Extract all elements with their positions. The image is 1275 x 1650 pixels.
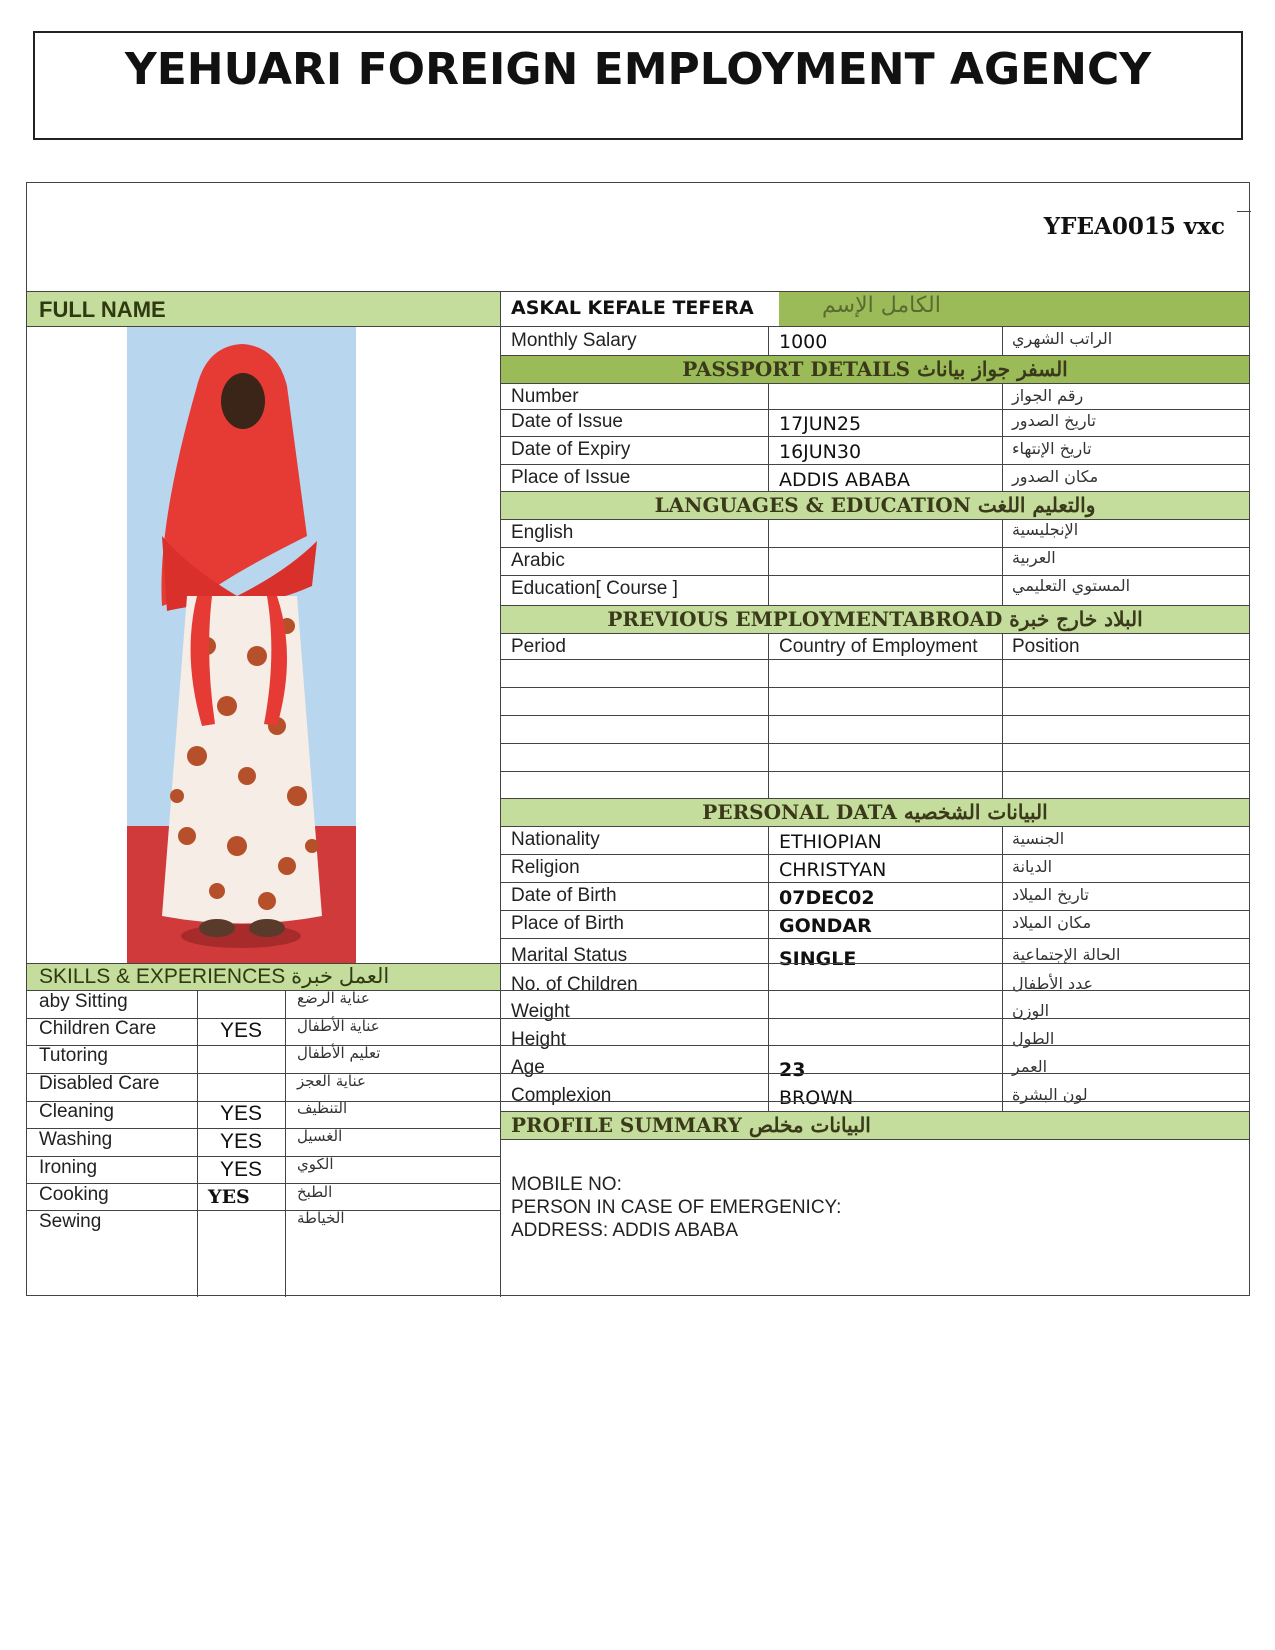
religion-value: CHRISTYAN: [779, 859, 887, 881]
person-photo-illustration: [127, 326, 356, 964]
full-name-label: FULL NAME: [39, 297, 166, 322]
skill-cleaning-arabic: التنظيف: [297, 1099, 348, 1117]
complexion-value: BROWN: [779, 1087, 854, 1109]
skills-heading: SKILLS & EXPERIENCES العمل خبرة: [39, 965, 390, 988]
full-name-value: ASKAL KEFALE TEFERA: [511, 297, 754, 319]
skill-cooking-value: YES: [208, 1186, 250, 1208]
place-of-issue-label: Place of Issue: [511, 467, 631, 488]
age-value: 23: [779, 1059, 806, 1081]
salary-arabic: الراتب الشهري: [1012, 329, 1113, 348]
skill-tutoring: Tutoring: [39, 1045, 108, 1066]
skill-baby-sitting-arabic: عناية الرضع: [297, 989, 370, 1007]
marital-value: SINGLE: [779, 948, 857, 970]
skill-disabled-care: Disabled Care: [39, 1073, 160, 1094]
nationality-value: ETHIOPIAN: [779, 831, 882, 853]
skill-washing-value: YES: [220, 1130, 263, 1153]
weight-label: Weight: [511, 1001, 570, 1022]
application-form: [26, 182, 1250, 1296]
address: ADDRESS: ADDIS ABABA: [511, 1220, 739, 1241]
mobile-no: MOBILE NO:: [511, 1174, 622, 1195]
passport-number-label: Number: [511, 386, 579, 407]
skill-washing-arabic: الغسيل: [297, 1127, 343, 1145]
date-of-issue-label: Date of Issue: [511, 411, 623, 432]
education-label: Education[ Course ]: [511, 578, 678, 599]
marital-label: Marital Status: [511, 945, 628, 966]
skill-sewing-arabic: الخياطة: [297, 1209, 345, 1227]
date-of-issue-arabic: تاريخ الصدور: [1012, 411, 1096, 430]
nationality-label: Nationality: [511, 829, 600, 850]
pob-label: Place of Birth: [511, 913, 624, 934]
children-label: No. of Children: [511, 974, 638, 995]
skill-cleaning-value: YES: [220, 1102, 263, 1125]
arabic-label: Arabic: [511, 550, 565, 571]
position-column: Position: [1012, 636, 1080, 657]
marital-arabic: الحالة الإجتماعية: [1012, 945, 1121, 964]
previous-employment-heading: PREVIOUS EMPLOYMENTABROAD البلاد خارج خبرة: [607, 607, 1143, 631]
salary-value: 1000: [779, 331, 828, 353]
period-column: Period: [511, 636, 566, 657]
skill-ironing-value: YES: [220, 1158, 263, 1181]
profile-summary-heading: PROFILE SUMMARY البيانات مخلص: [511, 1113, 871, 1137]
full-name-arabic: الكامل الإسم: [822, 293, 941, 318]
religion-arabic: الديانة: [1012, 857, 1053, 876]
skill-ironing: Ironing: [39, 1157, 98, 1178]
skill-cleaning: Cleaning: [39, 1101, 114, 1122]
skill-ironing-arabic: الكوي: [297, 1155, 334, 1173]
salary-label: Monthly Salary: [511, 330, 637, 351]
skill-washing: Washing: [39, 1129, 113, 1150]
skill-cooking-arabic: الطبخ: [297, 1183, 333, 1201]
skill-baby-sitting: aby Sitting: [39, 991, 128, 1012]
height-label: Height: [511, 1029, 566, 1050]
dob-value: 07DEC02: [779, 887, 875, 909]
age-arabic: العمر: [1012, 1057, 1048, 1076]
children-arabic: عدد الأطفال: [1012, 974, 1094, 993]
nationality-arabic: الجنسية: [1012, 829, 1065, 848]
personal-data-heading: PERSONAL DATA البيانات الشخصيه: [702, 800, 1048, 824]
complexion-label: Complexion: [511, 1085, 612, 1106]
arabic-arabic: العربية: [1012, 548, 1056, 567]
height-arabic: الطول: [1012, 1029, 1055, 1048]
date-of-issue-value: 17JUN25: [779, 413, 862, 435]
skill-children-care: Children Care: [39, 1018, 157, 1039]
languages-heading: LANGUAGES & EDUCATION والتعليم اللغت: [654, 493, 1096, 517]
complexion-arabic: لون البشرة: [1012, 1085, 1088, 1104]
date-of-expiry-label: Date of Expiry: [511, 439, 631, 460]
skill-cooking: Cooking: [39, 1184, 109, 1205]
pob-arabic: مكان الميلاد: [1012, 913, 1092, 932]
pob-value: GONDAR: [779, 915, 872, 937]
skill-disabled-care-arabic: عناية العجز: [297, 1072, 366, 1090]
skill-tutoring-arabic: تعليم الأطفال: [297, 1044, 381, 1062]
age-label: Age: [511, 1057, 545, 1078]
religion-label: Religion: [511, 857, 580, 878]
weight-arabic: الوزن: [1012, 1001, 1050, 1020]
country-column: Country of Employment: [779, 636, 978, 657]
date-of-expiry-arabic: تاريخ الإنتهاء: [1012, 439, 1092, 458]
place-of-issue-value: ADDIS ABABA: [779, 469, 911, 491]
skill-sewing: Sewing: [39, 1211, 102, 1232]
skill-children-care-value: YES: [220, 1019, 263, 1042]
skill-children-care-arabic: عناية الأطفال: [297, 1017, 380, 1035]
passport-number-arabic: رقم الجواز: [1012, 386, 1084, 405]
english-label: English: [511, 522, 574, 543]
dob-label: Date of Birth: [511, 885, 617, 906]
dob-arabic: تاريخ الميلاد: [1012, 885, 1089, 904]
passport-heading: PASSPORT DETAILS السفر جواز بياناث: [682, 357, 1068, 381]
applicant-photo: [127, 326, 356, 964]
reference-number: YFEA0015 vxc: [1043, 213, 1225, 240]
emergency-contact: PERSON IN CASE OF EMERGENICY:: [511, 1197, 842, 1218]
agency-title: YEHUARI FOREIGN EMPLOYMENT AGENCY: [124, 44, 1152, 95]
education-arabic: المستوي التعليمي: [1012, 576, 1131, 595]
place-of-issue-arabic: مكان الصدور: [1012, 467, 1099, 486]
english-arabic: الإنجليسية: [1012, 520, 1079, 539]
date-of-expiry-value: 16JUN30: [779, 441, 862, 463]
